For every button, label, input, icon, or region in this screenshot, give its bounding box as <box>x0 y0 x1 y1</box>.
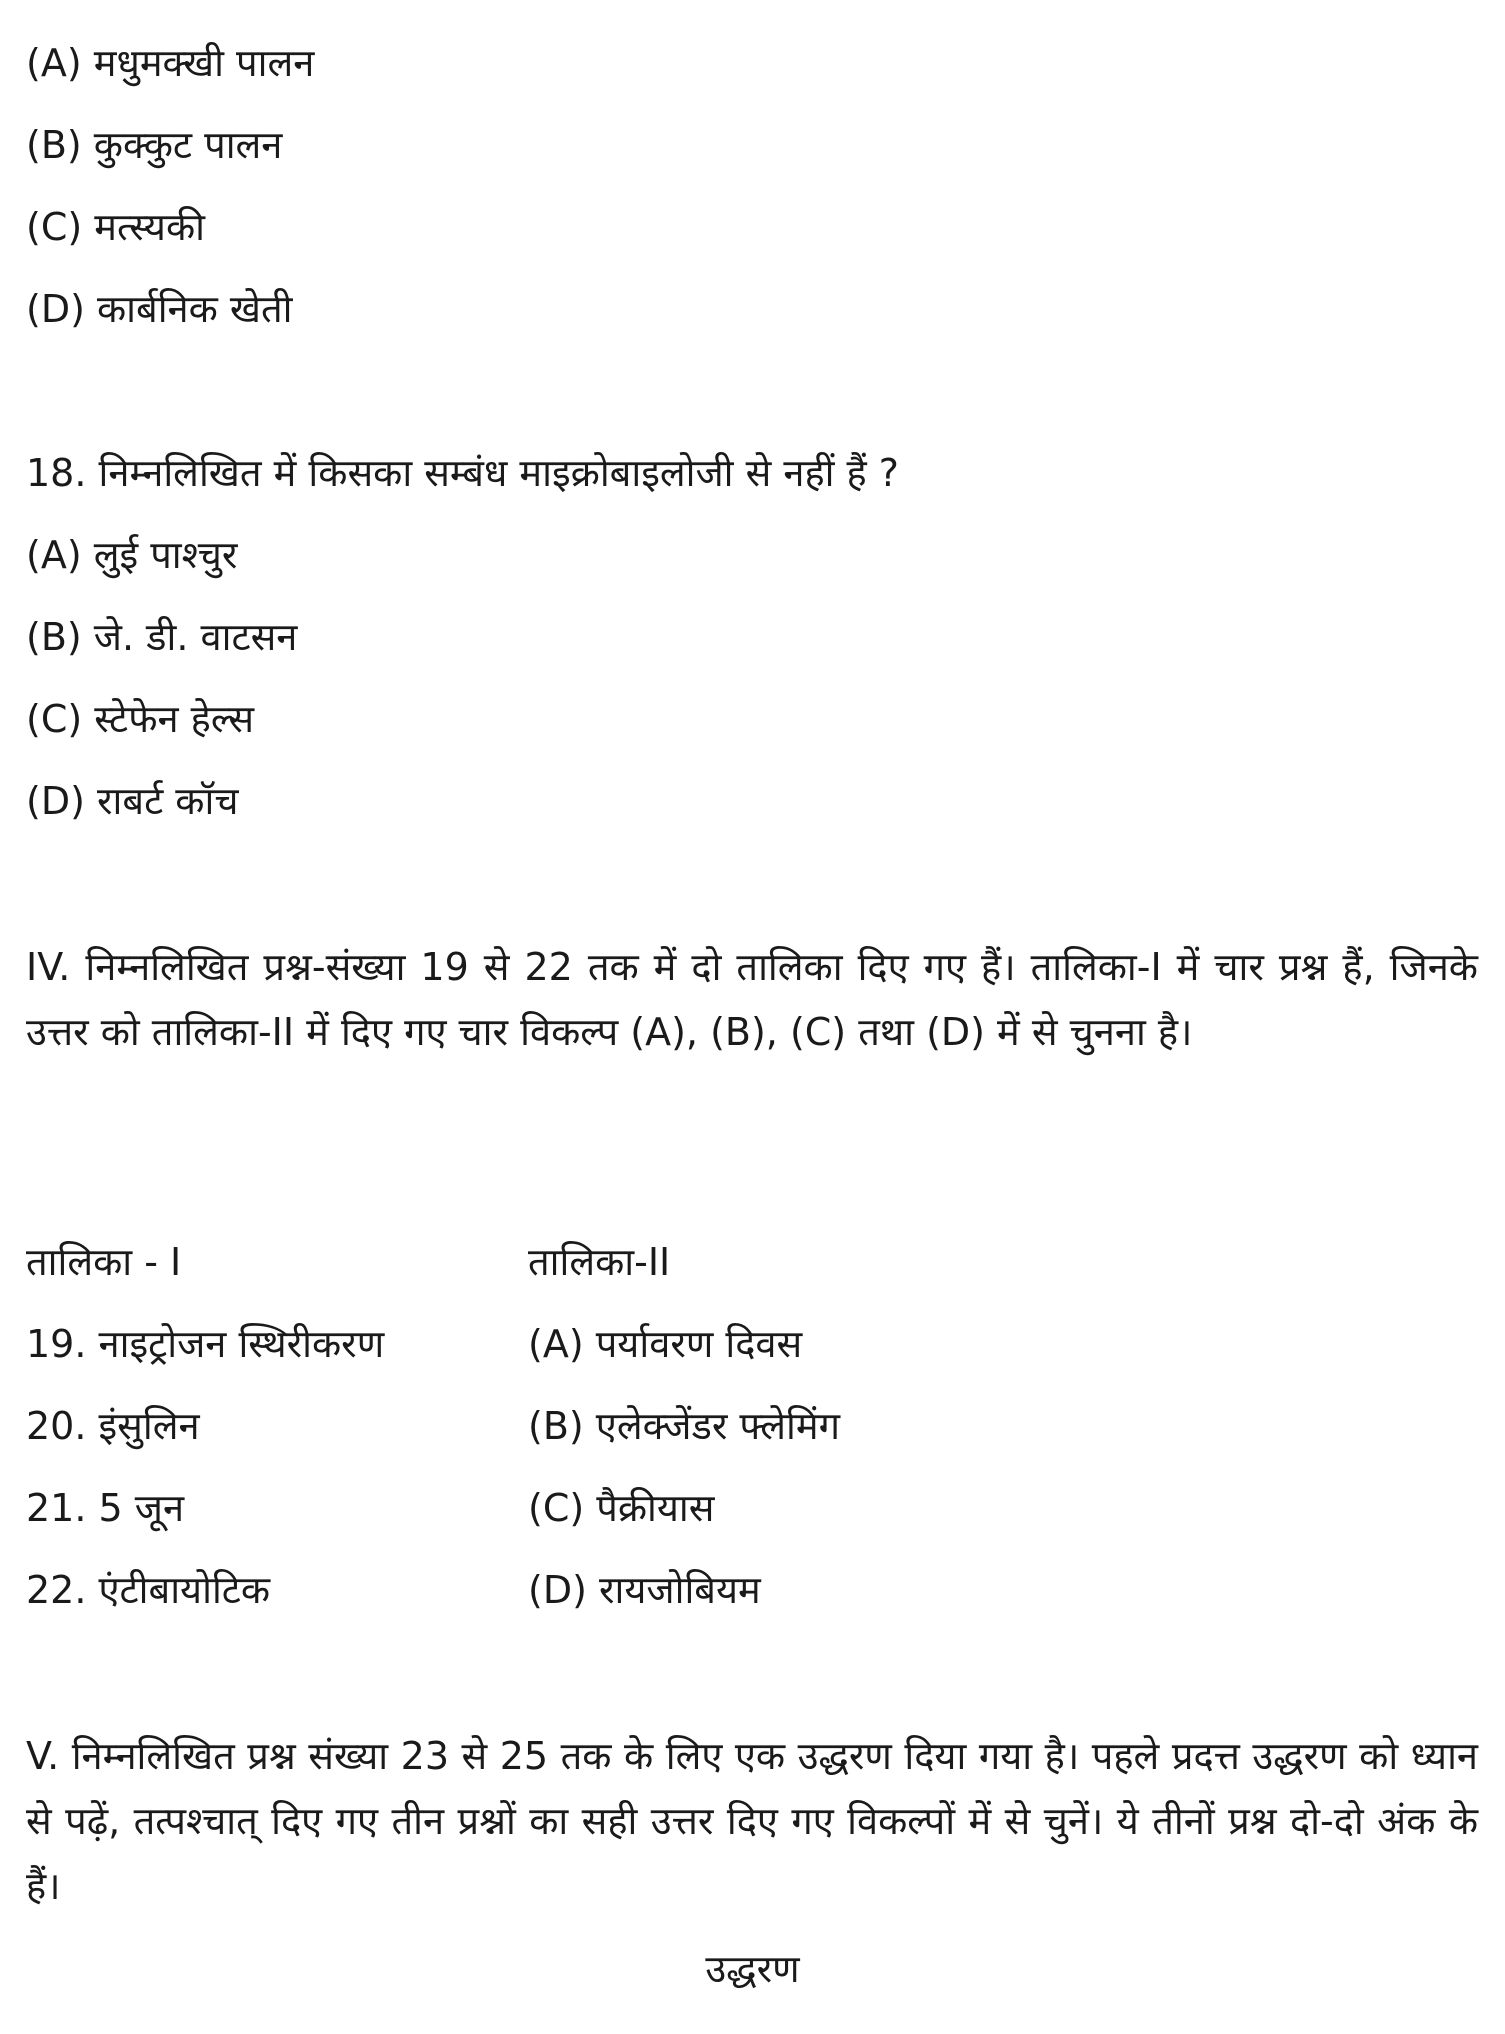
table2-item-a: (A) पर्यावरण दिवस <box>528 1322 803 1366</box>
passage-heading: उद्धरण <box>705 1947 800 1991</box>
q18-option-c: (C) स्टेफेन हेल्स <box>26 697 255 741</box>
table2-header: तालिका-II <box>528 1240 671 1284</box>
table1-header: तालिका - I <box>26 1240 182 1284</box>
q18-question: 18. निम्नलिखित में किसका सम्बंध माइक्रोबाइलोजी से नहीं हैं ? <box>26 451 899 495</box>
q17-option-b: (B) कुक्कुट पालन <box>26 123 283 167</box>
table2-item-c: (C) पैक्रीयास <box>528 1486 715 1530</box>
table2-item-d: (D) रायजोबियम <box>528 1568 761 1612</box>
q18-option-a: (A) लुई पाश्चुर <box>26 533 238 577</box>
table1-item-19: 19. नाइट्रोजन स्थिरीकरण <box>26 1322 385 1366</box>
table1-item-20: 20. इंसुलिन <box>26 1404 200 1448</box>
q17-option-a: (A) मधुमक्खी पालन <box>26 41 315 85</box>
section4-instructions: IV. निम्नलिखित प्रश्न-संख्या 19 से 22 तक में दो तालिका दिए गए हैं। तालिका-I में चार प्रश्न हैं, जिनके उत्तर को तालिका-II में दिए गए चार विकल्प (A), (B), (C) तथा (D) में से चुनना है। <box>26 945 1478 1054</box>
q18-option-b: (B) जे. डी. वाटसन <box>26 615 298 659</box>
table1-item-22: 22. एंटीबायोटिक <box>26 1568 271 1612</box>
q18-option-d: (D) राबर्ट कॉच <box>26 779 239 823</box>
section5-instructions: V. निम्नलिखित प्रश्न संख्या 23 से 25 तक के लिए एक उद्धरण दिया गया है। पहले प्रदत्त उद्धरण को ध्यान से पढ़ें, तत्पश्चात् दिए गए तीन प्रश्नों का सही उत्तर दिए गए विकल्पों में से चुनें। ये तीनों प्रश्न दो-दो अंक के हैं। <box>26 1734 1478 1908</box>
q17-option-c: (C) मत्स्यकी <box>26 205 205 249</box>
q17-option-d: (D) कार्बनिक खेती <box>26 287 293 331</box>
table1-item-21: 21. 5 जून <box>26 1486 185 1530</box>
table2-item-b: (B) एलेक्जेंडर फ्लेमिंग <box>528 1404 840 1448</box>
